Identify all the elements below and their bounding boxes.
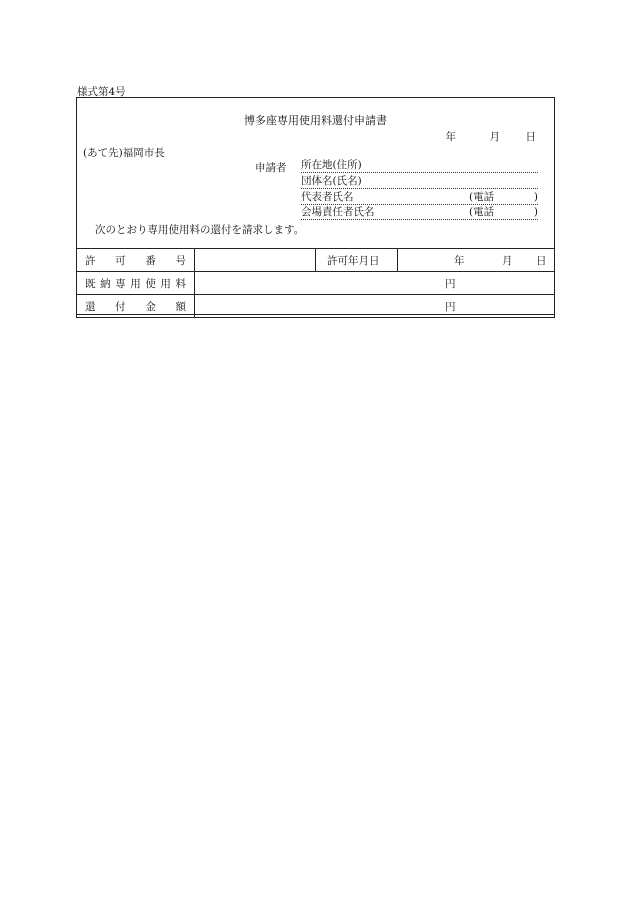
date-month-label: 月 (489, 131, 500, 143)
representative-tel-close: ) (533, 191, 538, 203)
table-row (77, 295, 555, 318)
request-text: 次のとおり専用使用料の還付を請求します。 (95, 224, 305, 236)
paid-fee-input[interactable] (195, 272, 555, 295)
venue-manager-tel-label: (電話 (469, 206, 495, 218)
refund-amount-label: 還 付 金 額 (77, 295, 195, 318)
table-row (77, 249, 555, 272)
date-day-label: 日 (525, 131, 536, 143)
representative-label: 代表者氏名 (301, 191, 354, 203)
refund-yen: 円 (445, 300, 456, 313)
permit-number-label: 許 可 番 号 (77, 249, 195, 272)
fee-table (76, 248, 555, 318)
address-field[interactable] (301, 159, 538, 173)
paid-fee-label: 既 納 専 用 使 用 料 (77, 272, 195, 295)
venue-manager-tel-close: ) (533, 206, 538, 218)
venue-manager-field[interactable] (301, 206, 538, 220)
representative-field[interactable] (301, 191, 538, 205)
paid-fee-yen: 円 (445, 277, 456, 290)
application-date (446, 129, 537, 144)
refund-amount-input[interactable] (195, 295, 555, 318)
representative-tel-label: (電話 (469, 191, 495, 203)
addressee: (あて先)福岡市長 (83, 147, 165, 159)
form-number: 様式第4号 (77, 86, 126, 98)
form-title: 博多座専用使用料還付申請書 (244, 114, 387, 127)
application-form (76, 97, 555, 315)
permit-date-label: 許可年月日 (316, 249, 398, 272)
address-label: 所在地(住所) (301, 159, 362, 171)
date-year-label: 年 (445, 131, 456, 143)
applicant-label: 申請者 (255, 162, 287, 174)
group-name-label: 団体名(氏名) (301, 175, 362, 187)
permit-date-input[interactable]: 年 月 日 (398, 249, 555, 272)
venue-manager-label: 会場責任者氏名 (301, 206, 375, 218)
table-row (77, 272, 555, 295)
permit-number-input[interactable] (195, 249, 316, 272)
group-name-field[interactable] (301, 175, 538, 189)
